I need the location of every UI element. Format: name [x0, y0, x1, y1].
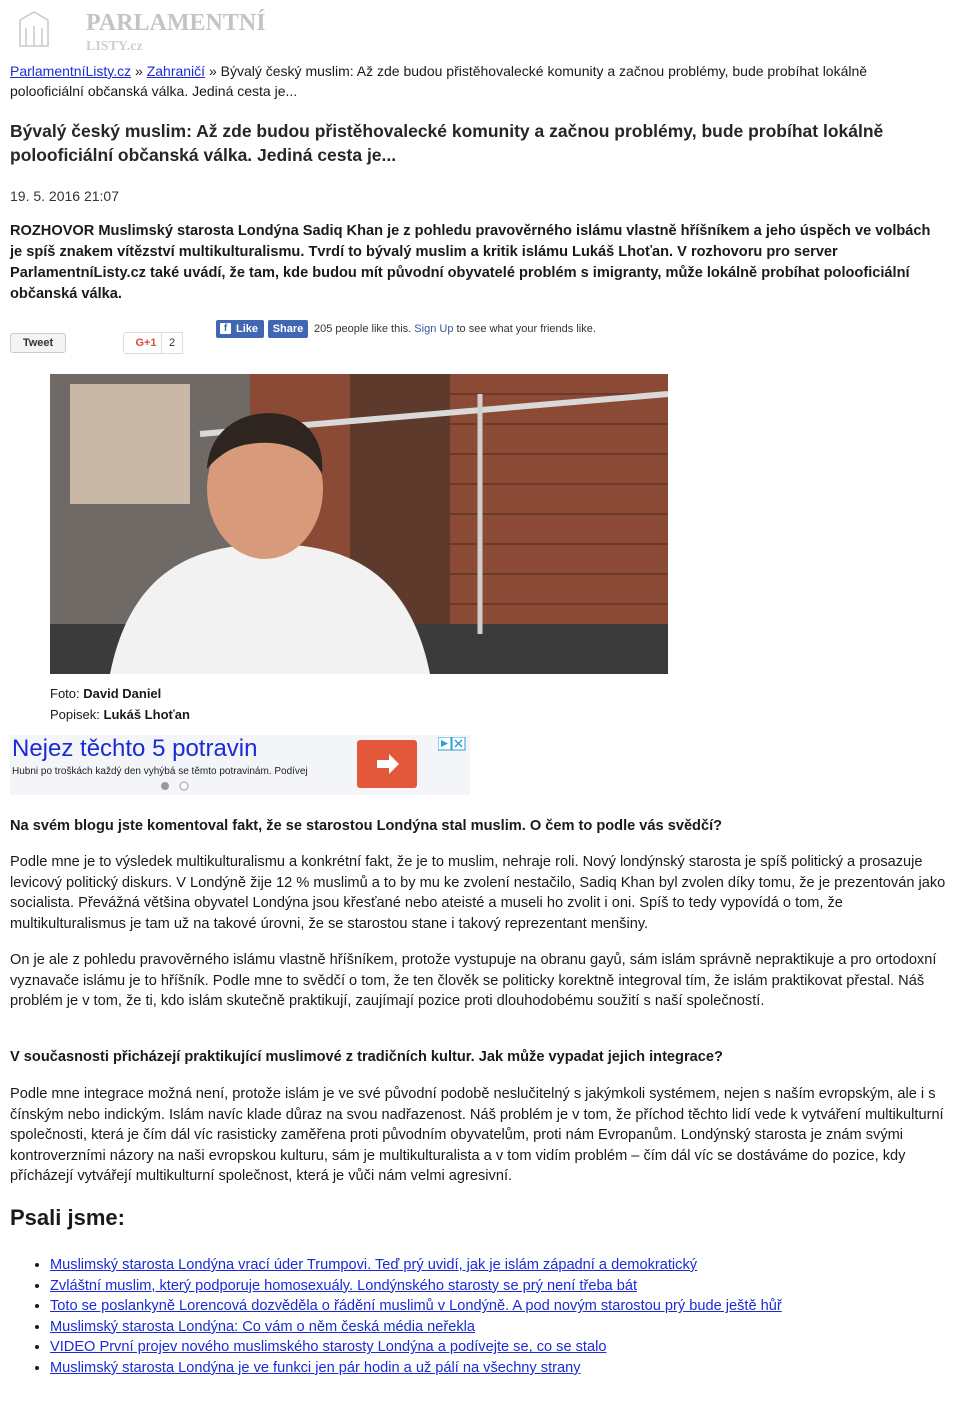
list-item — [50, 1296, 782, 1317]
list-item — [50, 1337, 782, 1358]
breadcrumb-section-link[interactable]: Zahraničí — [146, 63, 206, 79]
gplus-button[interactable]: G+1 — [123, 332, 169, 354]
breadcrumb-separator: » — [205, 63, 221, 79]
site-logo[interactable] — [14, 6, 274, 52]
photo-credit: Foto: David Daniel — [50, 686, 162, 701]
arrow-right-icon — [357, 740, 417, 788]
related-link[interactable]: Muslimský starosta Londýna: Co vám o něm česká média neřekla — [50, 1318, 476, 1335]
adchoices-icon[interactable] — [438, 737, 466, 751]
photo-description: Popisek: Lukáš Lhoťan — [50, 707, 190, 722]
ad-arrow-button[interactable] — [357, 740, 417, 788]
related-heading: Psali jsme: — [10, 1205, 125, 1230]
facebook-signup-link[interactable]: Sign Up — [414, 323, 454, 335]
social-bar — [10, 318, 710, 358]
breadcrumb — [10, 61, 940, 101]
related-list — [10, 1255, 782, 1379]
facebook-like-label: Like — [236, 323, 259, 335]
article-photo — [50, 374, 668, 674]
breadcrumb-home-link[interactable]: ParlamentníListy.cz — [10, 63, 132, 79]
interview-question: V současnosti přicházejí praktikující muslimové z tradičních kultur. Jak může vypadat jejich integrace? — [10, 1049, 723, 1065]
related-link[interactable]: Muslimský starosta Londýna vrací úder Trumpovi. Teď prý uvidí, jak je islám západní a demokratický — [50, 1257, 698, 1273]
ad-pager-dots[interactable] — [160, 779, 200, 791]
interview-answer: Podle mne je to výsledek multikulturalismu a konkrétní fakt, že je to muslim, nehraje roli. Nový londýnský starosta je spíš politický a prosazuje levicový politický diskurs. V Londýně žije 12 % muslimů a to by mu ke zvolení nestačilo, Sadiq Khan byl zvolen díky tomu, že je prezentován jako socialista. Převážná většina obyvatel Londýna jsou křesťané nebo ateisté a museli ho zvolit i oni. Spíš to tedy vypovídá o tom, že multikulturalismus je tam už na takové úrovni, že se starostou stane i takový reprezentant menšiny. — [10, 854, 946, 932]
list-item — [50, 1317, 782, 1338]
list-item — [50, 1255, 782, 1276]
article-title: Bývalý český muslim: Až zde budou přistěhovalecké komunity a začnou problémy, bude probíhat lokálně polooficiální občanská válka. Jediná cesta je... — [10, 121, 884, 165]
photo-subject: Lukáš Lhoťan — [103, 707, 190, 722]
interview-question: Na svém blogu jste komentoval fakt, že se starostou Londýna stal muslim. O čem to podle vás svědčí? — [10, 818, 723, 834]
interview-answer: Podle mne integrace možná není, protože islám je ve své původní podobě neslučitelný s jakýmkoli systémem, nejen s naším evropským, ale i s čínským nebo indickým. Islám navíc klade důraz na svou nadřazenost. Náš problém je v tom, že příchod těchto lidí vede k vytváření multikulturní společnosti, která je čím dál víc rasisticky zaměřena proti původním obyvatelům, proti nám Evropanům. Londýnský starosta je znám svými kontroverzními názory na naši evropskou kulturu, sám je multikulturalista a v tom vidím problém – čím dál víc se dostáváme do pozice, kdy přícházejí vytvářejí multikulturní společnost, která je vůči nám velmi agresivní. — [10, 1086, 944, 1185]
breadcrumb-current: Bývalý český muslim: Až zde budou přistěhovalecké komunity a začnou problémy, bude probíhat lokálně polooficiální občanská válka. Jediná cesta je... — [10, 63, 868, 99]
list-item — [50, 1358, 782, 1379]
interview-answer: On je ale z pohledu pravověrného islámu vlastně hříšníkem, protože vystupuje na obranu gayů, sám islám správně nepraktikuje a pro ortodoxní vyznavače islámu je to hříšník. Podle mne to svědčí o tom, že ten člověk se politicky korektně integroval tím, že islám praktikovat přestal. Náš problém je v tom, že ti, kdo islám skutečně praktikují, zaujímají pozice proti dlouhodobému soužití s naší společností. — [10, 952, 937, 1010]
facebook-share-button[interactable]: Share — [268, 320, 308, 338]
related-link[interactable]: Muslimský starosta Londýna je ve funkci jen pár hodin a už pálí na všechny strany — [50, 1359, 581, 1376]
article-date: 19. 5. 2016 21:07 — [10, 188, 119, 204]
tweet-button[interactable]: Tweet — [10, 333, 66, 353]
related-link[interactable]: Zvláštní muslim, který podporuje homosexuály. Londýnského starosty se prý není třeba bát — [50, 1277, 638, 1294]
list-item — [50, 1276, 782, 1297]
facebook-like-text: 205 people like this. Sign Up to see what your friends like. — [314, 323, 596, 335]
related-link[interactable]: VIDEO První projev nového muslimského starosty Londýna a podívejte se, co se stalo — [50, 1339, 607, 1356]
ad-banner[interactable] — [10, 735, 470, 795]
svg-text:LISTY.cz: LISTY.cz — [86, 39, 143, 52]
photo-author: David Daniel — [83, 686, 162, 701]
facebook-icon: f — [220, 323, 231, 334]
ad-headline[interactable]: Nejez těchto 5 potravin — [12, 735, 258, 762]
gplus-count: 2 — [161, 332, 183, 354]
article-perex: ROZHOVOR Muslimský starosta Londýna Sadiq Khan je z pohledu pravověrného islámu vlastně hříšníkem a jeho úspěch ve volbách je spíš znakem vítězství multikulturalismu. Tvrdí to bývalý muslim a kritik islámu Lukáš Lhoťan. V rozhovoru pro server ParlamentníListy.cz také uvádí, že tam, kde budou mít původní obyvatelé problém s imigranty, může lokálně probíhat polooficiální občanská válka. — [10, 223, 931, 302]
breadcrumb-separator: » — [131, 63, 147, 79]
ad-subline[interactable]: Hubni po troškách každý den vyhýbá se těmto potravinám. Podívej — [12, 766, 308, 777]
photo-caption — [50, 683, 190, 725]
svg-text:PARLAMENTNÍ: PARLAMENTNÍ — [86, 10, 266, 36]
facebook-like-button[interactable] — [216, 320, 264, 338]
related-link[interactable]: Toto se poslankyně Lorencová dozvěděla o řádění muslimů v Londýně. A pod novým starostou prý bude ještě hůř — [50, 1298, 782, 1315]
